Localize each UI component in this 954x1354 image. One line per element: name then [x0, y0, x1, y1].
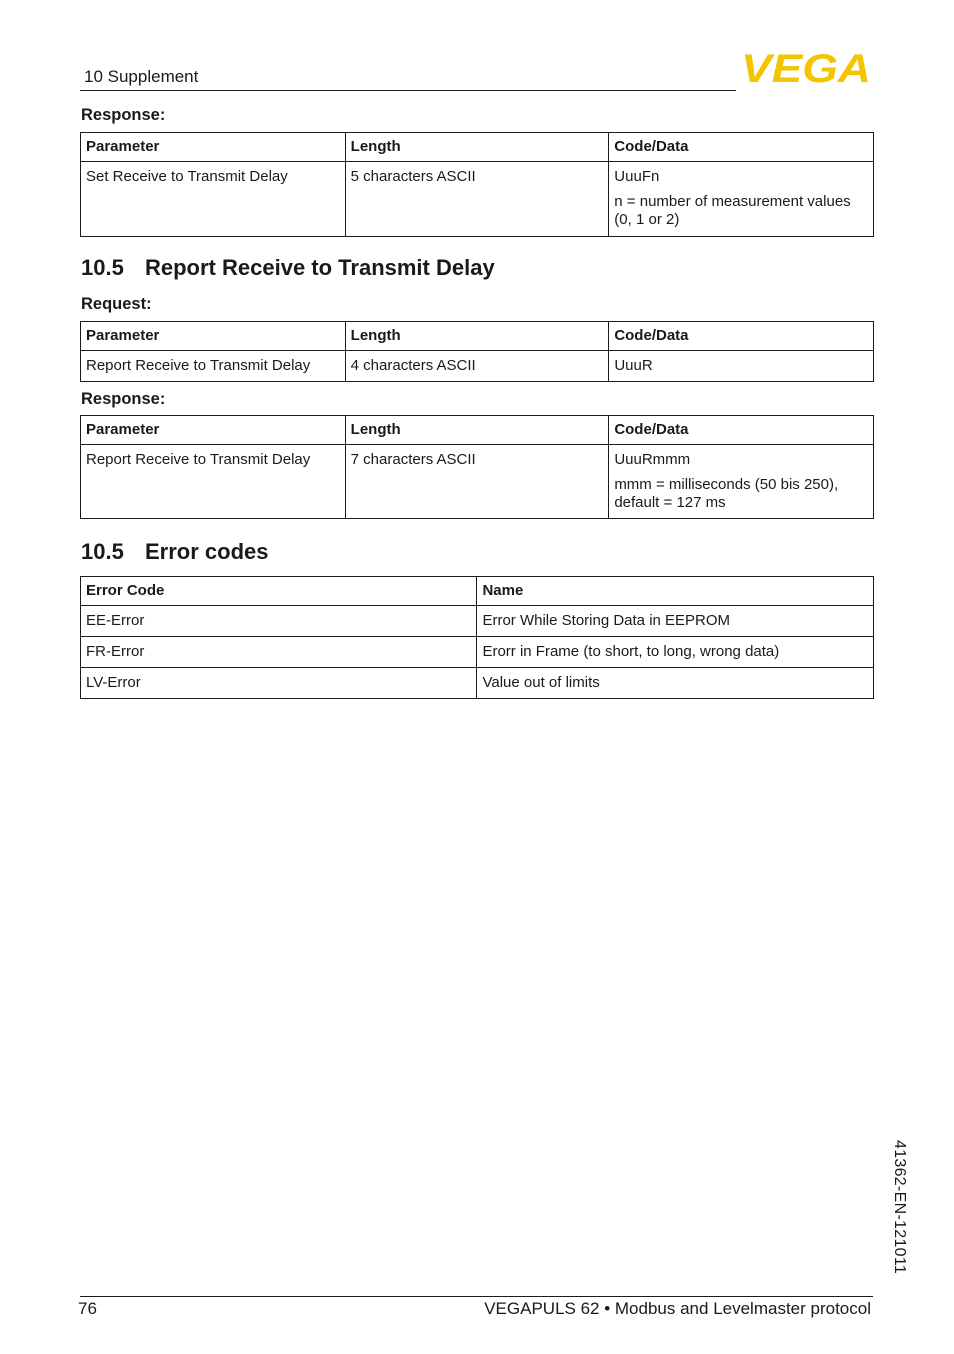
- column-header: Length: [345, 416, 609, 445]
- column-header: Parameter: [81, 416, 346, 445]
- column-header: Name: [477, 577, 874, 606]
- section-title: Error codes: [145, 539, 269, 564]
- length-cell: 5 characters ASCII: [345, 162, 609, 237]
- code-note: mmm = milliseconds (50 bis 250), default = 127 ms: [614, 476, 839, 511]
- page-number: 76: [78, 1299, 97, 1318]
- column-header: Code/Data: [609, 133, 874, 162]
- report-delay-request-table: [80, 321, 874, 382]
- length-cell: 7 characters ASCII: [345, 445, 609, 519]
- report-delay-response-table: [80, 415, 874, 519]
- vega-logo: [741, 51, 873, 85]
- error-codes-table: [80, 576, 874, 699]
- table3-label: Response:: [81, 390, 166, 408]
- code-cell: [609, 162, 874, 237]
- error-name-cell: Error While Storing Data in EEPROM: [477, 606, 874, 637]
- error-name-cell: Value out of limits: [477, 668, 874, 699]
- column-header: Length: [345, 133, 609, 162]
- table-row: [81, 445, 874, 519]
- error-code-cell: LV-Error: [81, 668, 477, 699]
- section-heading: [81, 539, 269, 565]
- error-name-cell: Erorr in Frame (to short, to long, wrong data): [477, 637, 874, 668]
- code-note: n = number of measurement values (0, 1 or 2): [614, 193, 851, 228]
- table-row: [81, 637, 874, 668]
- table2-label: Request:: [81, 295, 152, 313]
- set-delay-response-table: [80, 132, 874, 237]
- table-header-row: [81, 322, 874, 351]
- table-header-row: [81, 416, 874, 445]
- table-row: [81, 668, 874, 699]
- error-code-cell: FR-Error: [81, 637, 477, 668]
- code-value: UuuFn: [614, 168, 660, 185]
- column-header: Length: [345, 322, 609, 351]
- table-header-row: [81, 577, 874, 606]
- column-header: Code/Data: [609, 416, 874, 445]
- document-code: 41362-EN-121011: [891, 1140, 908, 1275]
- column-header: Code/Data: [609, 322, 874, 351]
- section-heading: [81, 255, 495, 281]
- parameter-cell: Report Receive to Transmit Delay: [81, 445, 346, 519]
- length-cell: 4 characters ASCII: [345, 351, 609, 382]
- code-value: UuuRmmm: [614, 451, 691, 468]
- parameter-cell: Report Receive to Transmit Delay: [81, 351, 346, 382]
- table-row: [81, 606, 874, 637]
- code-cell: UuuR: [609, 351, 874, 382]
- running-header: 10 Supplement: [84, 67, 199, 86]
- footer-title: VEGAPULS 62 • Modbus and Levelmaster protocol: [484, 1299, 871, 1318]
- section-number: 10.5: [81, 539, 124, 564]
- error-code-cell: EE-Error: [81, 606, 477, 637]
- code-cell: [609, 445, 874, 519]
- table-header-row: [81, 133, 874, 162]
- section-number: 10.5: [81, 255, 124, 280]
- header-rule: [80, 90, 736, 91]
- table-row: [81, 351, 874, 382]
- footer-rule: [80, 1296, 873, 1297]
- section-title: Report Receive to Transmit Delay: [145, 255, 495, 280]
- column-header: Error Code: [81, 577, 477, 606]
- parameter-cell: Set Receive to Transmit Delay: [81, 162, 346, 237]
- column-header: Parameter: [81, 322, 346, 351]
- table-row: [81, 162, 874, 237]
- column-header: Parameter: [81, 133, 346, 162]
- logo-text: VEGA: [741, 51, 871, 85]
- table1-label: Response:: [81, 106, 166, 124]
